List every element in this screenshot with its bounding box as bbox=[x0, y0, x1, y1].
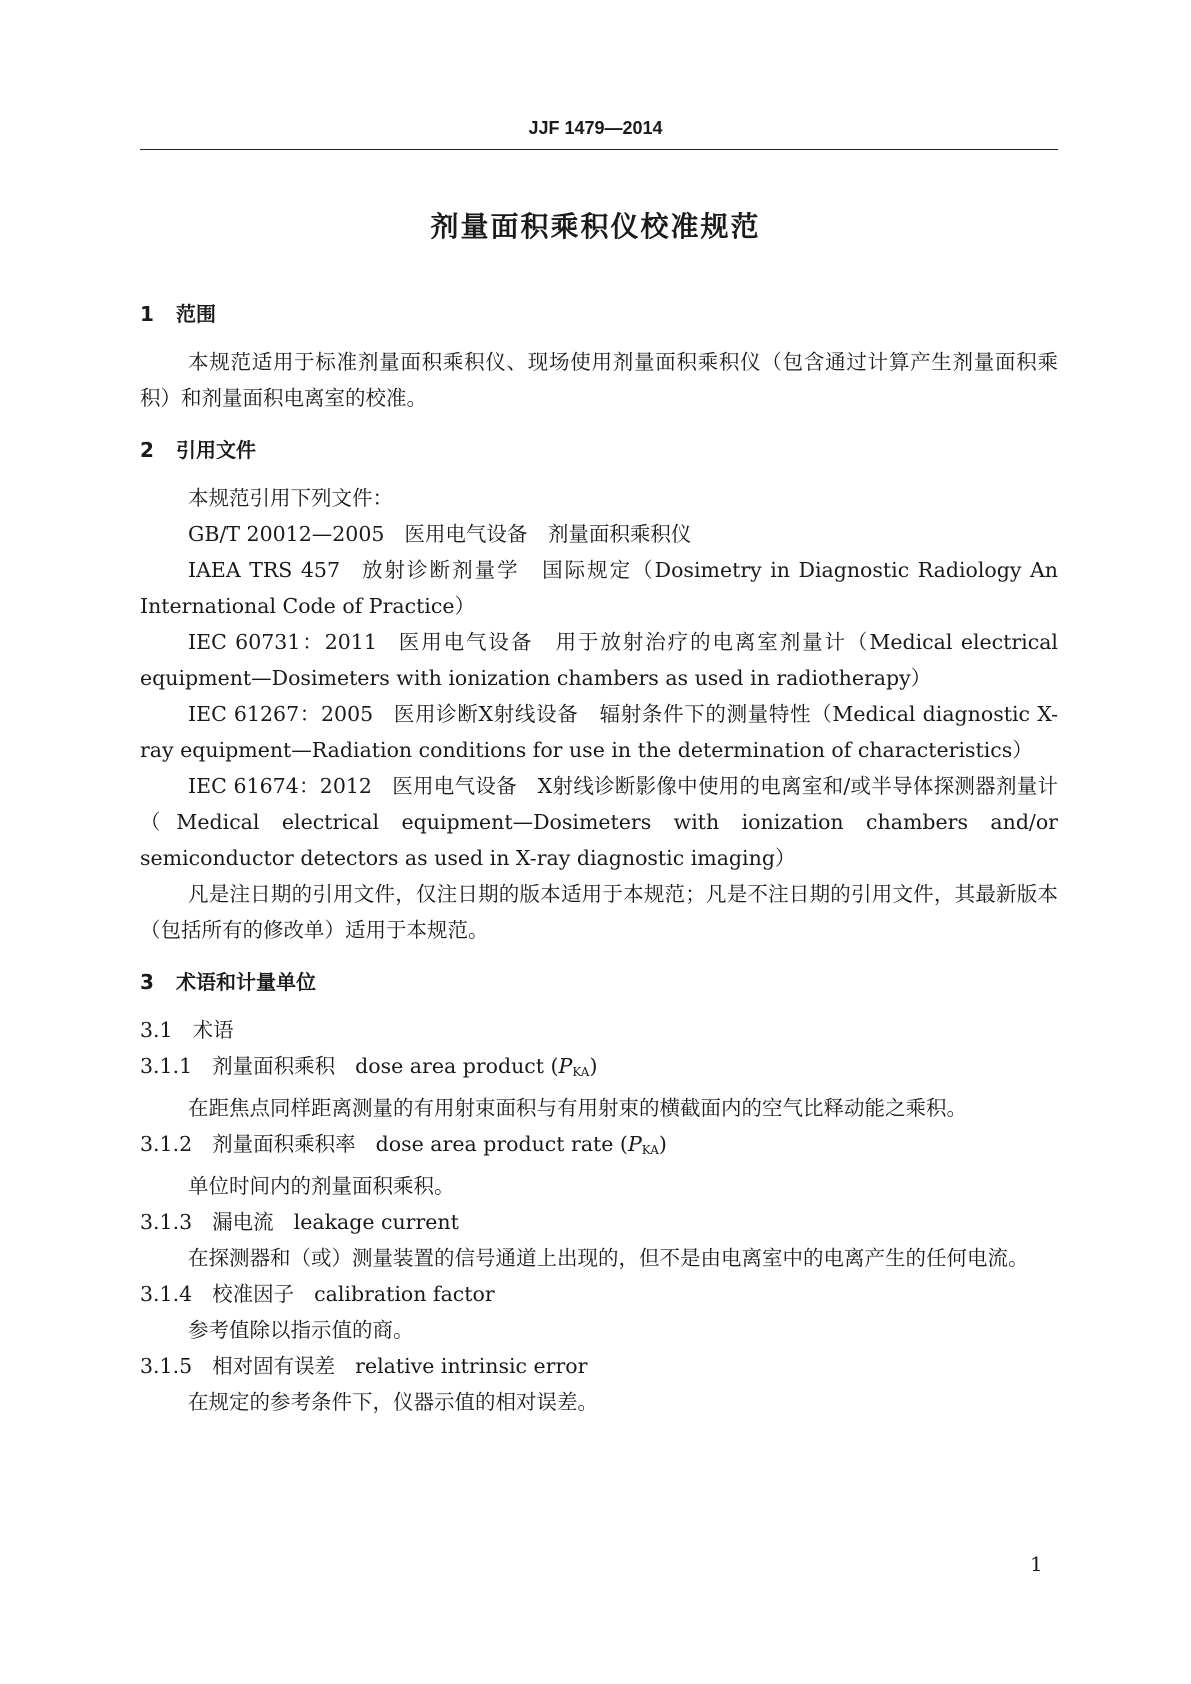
reference-item: IAEA TRS 457 放射诊断剂量学 国际规定（Dosimetry in Diagnostic Radiology An International Code of Practice） bbox=[140, 558, 1059, 618]
references-intro: 本规范引用下列文件： bbox=[188, 486, 393, 510]
document-body bbox=[140, 296, 1058, 1420]
document-title: 剂量面积乘积仪校准规范 bbox=[430, 210, 761, 243]
page-number: 1 bbox=[1030, 1552, 1043, 1576]
reference-item: IEC 61267：2005 医用诊断X射线设备 辐射条件下的测量特性（Medical diagnostic X-ray equipment—Radiation conditions for use in the determination of characteristics） bbox=[140, 702, 1058, 762]
term-heading: 3.1.4 校准因子 calibration factor bbox=[140, 1282, 495, 1306]
term-definition: 单位时间内的剂量面积乘积。 bbox=[188, 1174, 455, 1198]
section-2-heading: 2 引用文件 bbox=[140, 438, 256, 462]
term-heading: 3.1.2 剂量面积乘积率 dose area product rate $(P_{KA})$ bbox=[140, 1132, 667, 1157]
section-3-heading: 3 术语和计量单位 bbox=[140, 970, 316, 994]
term-definition: 在距焦点同样距离测量的有用射束面积与有用射束的横截面内的空气比释动能之乘积。 bbox=[188, 1096, 967, 1120]
reference-item: IEC 61674：2012 医用电气设备 X射线诊断影像中使用的电离室和/或半导体探测器剂量计（Medical electrical equipment—Dosimeters with ionization chambers and/or semiconductor detectors as used in X-ray diagnostic imaging） bbox=[140, 774, 1059, 870]
standard-code: JJF 1479—2014 bbox=[528, 118, 663, 138]
header-rule bbox=[140, 149, 1058, 150]
reference-item: IEC 60731：2011 医用电气设备 用于放射治疗的电离室剂量计（Medical electrical equipment—Dosimeters with ionization chambers as used in radiotherapy） bbox=[140, 630, 1058, 690]
term-definition: 参考值除以指示值的商。 bbox=[188, 1318, 414, 1342]
term-heading: 3.1.1 剂量面积乘积 dose area product $(P_{KA})$ bbox=[140, 1054, 598, 1079]
reference-item: GB/T 20012—2005 医用电气设备 剂量面积乘积仪 bbox=[188, 522, 692, 546]
term-definition: 在探测器和（或）测量装置的信号通道上出现的，但不是由电离室中的电离产生的任何电流。 bbox=[188, 1246, 1029, 1270]
section-1-paragraph: 本规范适用于标准剂量面积乘积仪、现场使用剂量面积乘积仪（包含通过计算产生剂量面积乘积）和剂量面积电离室的校准。 bbox=[140, 350, 1058, 410]
term-definition: 在规定的参考条件下，仪器示值的相对误差。 bbox=[188, 1390, 598, 1414]
subsection-3-1-heading: 3.1 术语 bbox=[140, 1018, 234, 1042]
term-heading: 3.1.3 漏电流 leakage current bbox=[140, 1210, 459, 1234]
term-heading: 3.1.5 相对固有误差 relative intrinsic error bbox=[140, 1354, 588, 1378]
section-1-heading: 1 范围 bbox=[140, 302, 216, 326]
references-note: 凡是注日期的引用文件，仅注日期的版本适用于本规范；凡是不注日期的引用文件，其最新版本（包括所有的修改单）适用于本规范。 bbox=[140, 882, 1058, 942]
